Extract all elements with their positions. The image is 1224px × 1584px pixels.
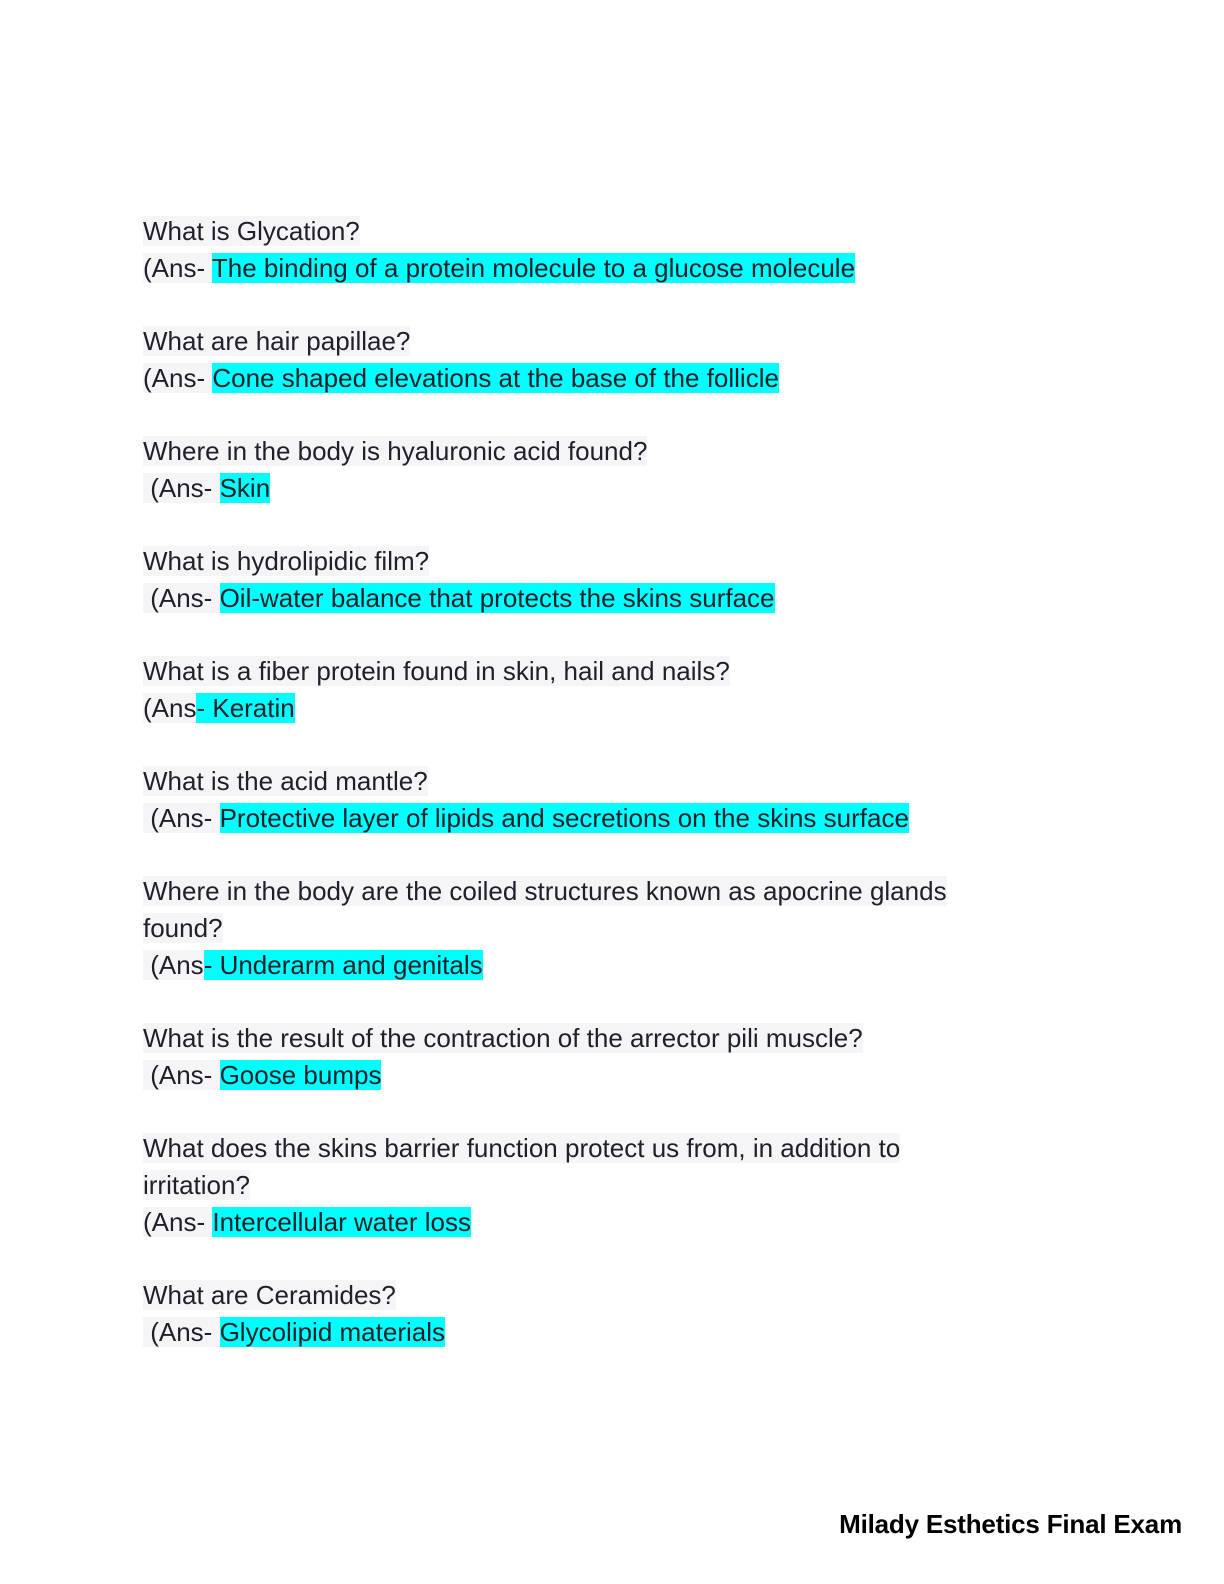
answer-line xyxy=(143,1057,1013,1094)
answer-line xyxy=(143,947,1013,984)
answer-line xyxy=(143,580,1013,617)
question-text: What is the result of the contraction of the arrector pili muscle? xyxy=(143,1023,863,1053)
question-text: What are Ceramides? xyxy=(143,1280,396,1310)
answer-prefix: (Ans xyxy=(143,950,204,980)
question-line xyxy=(143,653,1013,690)
answer-prefix: (Ans- xyxy=(143,803,220,833)
answer-highlight: - Underarm and genitals xyxy=(203,950,483,980)
question-line xyxy=(143,323,1013,360)
qa-item-apocrine-glands xyxy=(143,873,1013,984)
answer-highlight: Oil-water balance that protects the skins surface xyxy=(219,583,775,613)
answer-highlight: Skin xyxy=(219,473,271,503)
qa-item-ceramides xyxy=(143,1277,1013,1351)
answer-prefix: (Ans- xyxy=(143,1207,213,1237)
answer-highlight: - Keratin xyxy=(196,693,295,723)
answer-highlight: Cone shaped elevations at the base of the follicle xyxy=(212,363,779,393)
answer-line xyxy=(143,800,1013,837)
question-text: What is hydrolipidic film? xyxy=(143,546,430,576)
question-text: Where in the body are the coiled structures known as apocrine glands xyxy=(143,876,947,906)
answer-line xyxy=(143,1314,1013,1351)
question-line xyxy=(143,763,1013,800)
question-text: What is Glycation? xyxy=(143,216,360,246)
question-line xyxy=(143,873,1013,910)
qa-item-barrier-function xyxy=(143,1130,1013,1241)
question-line xyxy=(143,1277,1013,1314)
question-line-continued xyxy=(143,1167,1013,1204)
question-line xyxy=(143,213,1013,250)
answer-prefix: (Ans- xyxy=(143,1060,220,1090)
answer-line xyxy=(143,360,1013,397)
answer-line xyxy=(143,250,1013,287)
qa-item-hydrolipidic-film xyxy=(143,543,1013,617)
answer-highlight: The binding of a protein molecule to a glucose molecule xyxy=(211,253,856,283)
question-line xyxy=(143,1130,1013,1167)
answer-highlight: Goose bumps xyxy=(219,1060,382,1090)
qa-item-arrector-pili xyxy=(143,1020,1013,1094)
qa-item-glycation xyxy=(143,213,1013,287)
question-text: What is a fiber protein found in skin, hail and nails? xyxy=(143,656,730,686)
answer-highlight: Protective layer of lipids and secretions on the skins surface xyxy=(219,803,909,833)
answer-highlight: Glycolipid materials xyxy=(219,1317,445,1347)
question-line xyxy=(143,543,1013,580)
answer-highlight: Intercellular water loss xyxy=(212,1207,471,1237)
qa-item-hyaluronic-acid xyxy=(143,433,1013,507)
question-text: Where in the body is hyaluronic acid found? xyxy=(143,436,648,466)
question-text: found? xyxy=(143,913,223,943)
answer-prefix: (Ans- xyxy=(143,1317,220,1347)
answer-prefix: (Ans xyxy=(143,693,197,723)
question-text: What are hair papillae? xyxy=(143,326,411,356)
question-text: What is the acid mantle? xyxy=(143,766,428,796)
question-line-continued xyxy=(143,910,1013,947)
qa-item-acid-mantle xyxy=(143,763,1013,837)
question-line xyxy=(143,433,1013,470)
question-text: irritation? xyxy=(143,1170,250,1200)
qa-item-hair-papillae xyxy=(143,323,1013,397)
answer-prefix: (Ans- xyxy=(143,583,220,613)
question-text: What does the skins barrier function protect us from, in addition to xyxy=(143,1133,901,1163)
answer-line xyxy=(143,690,1013,727)
answer-prefix: (Ans- xyxy=(143,363,213,393)
qa-item-fiber-protein xyxy=(143,653,1013,727)
answer-line xyxy=(143,470,1013,507)
qa-list xyxy=(143,213,1013,1351)
question-line xyxy=(143,1020,1013,1057)
answer-line xyxy=(143,1204,1013,1241)
footer-title: Milady Esthetics Final Exam xyxy=(839,1509,1182,1539)
answer-prefix: (Ans- xyxy=(143,473,220,503)
answer-prefix: (Ans- xyxy=(143,253,212,283)
